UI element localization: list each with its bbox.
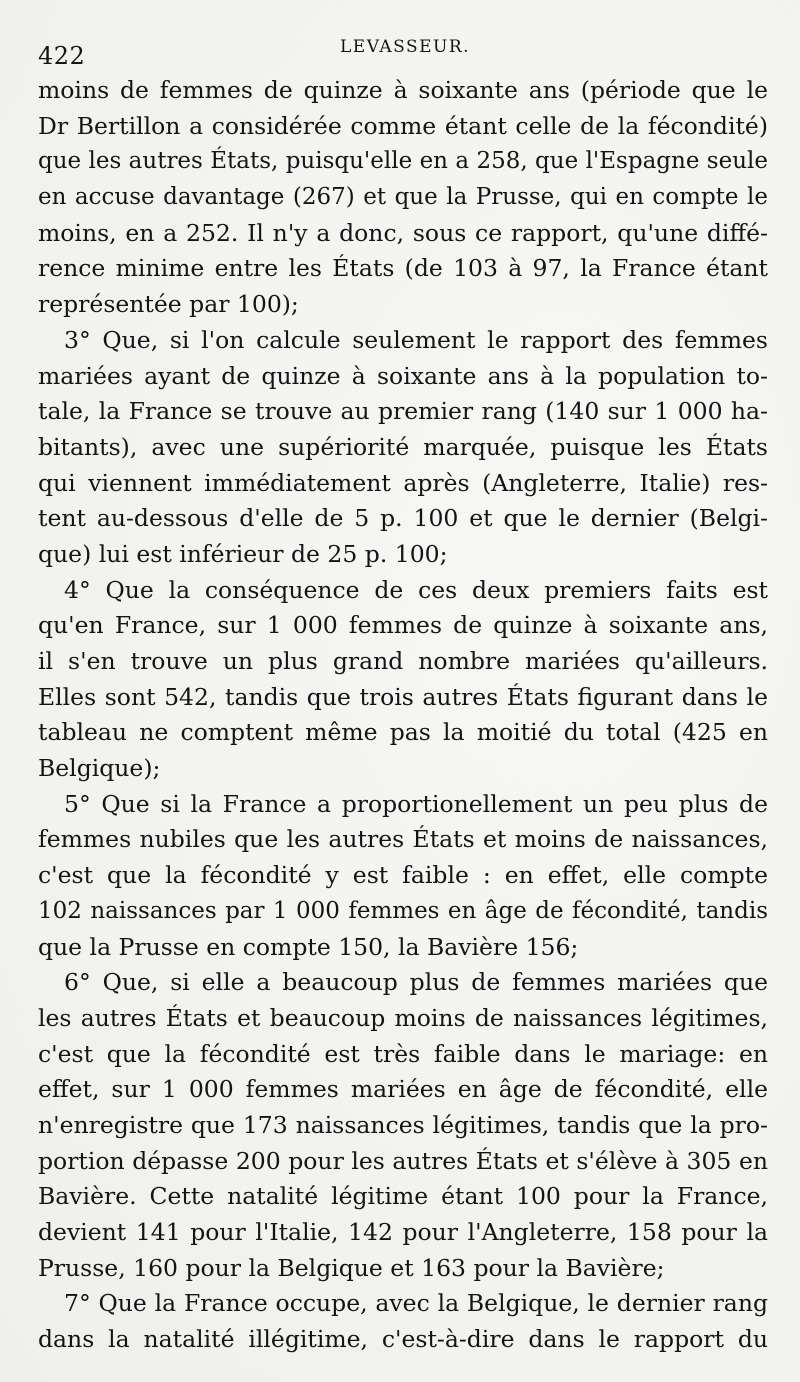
text-line: rence minime entre les États (de 103 à 97, la France étant bbox=[38, 254, 768, 283]
text-line: moins de femmes de quinze à soixante ans (période que le bbox=[38, 76, 768, 104]
text-line: devient 141 pour l'Italie, 142 pour l'Angleterre, 158 pour la bbox=[38, 1218, 768, 1246]
running-head: LEVASSEUR. bbox=[340, 37, 471, 57]
text-line: Prusse, 160 pour la Belgique et 163 pour la Bavière; bbox=[38, 1253, 665, 1282]
text-line: dans la natalité illégitime, c'est-à-dire dans le rapport du bbox=[38, 1325, 768, 1354]
body-text bbox=[38, 73, 768, 1358]
text-line: Belgique); bbox=[38, 754, 161, 783]
text-line: bitants), avec une supériorité marquée, puisque les États bbox=[38, 432, 768, 461]
text-line: 102 naissances par 1 000 femmes en âge de fécondité, tandis bbox=[38, 897, 768, 924]
text-line: que les autres États, puisqu'elle en a 258, que l'Espagne seule bbox=[38, 148, 768, 175]
text-line: en accuse davantage (267) et que la Prusse, qui en compte le bbox=[38, 184, 768, 211]
text-line: que) lui est inférieur de 25 p. 100; bbox=[38, 539, 448, 568]
text-line: mariées ayant de quinze à soixante ans à la population to- bbox=[38, 361, 768, 390]
text-line: qu'en France, sur 1 000 femmes de quinze à soixante ans, bbox=[38, 611, 768, 640]
text-line: effet, sur 1 000 femmes mariées en âge de fécondité, elle bbox=[38, 1075, 768, 1104]
text-line: c'est que la fécondité y est faible : en effet, elle compte bbox=[38, 861, 768, 890]
paragraph-start-7: 7° Que la France occupe, avec la Belgique, le dernier rang bbox=[64, 1289, 768, 1318]
text-line: représentée par 100); bbox=[38, 290, 299, 319]
text-line: les autres États et beaucoup moins de naissances légitimes, bbox=[38, 1003, 768, 1032]
paragraph-start-5: 5° Que si la France a proportionellement un peu plus de bbox=[64, 789, 768, 818]
text-line: n'enregistre que 173 naissances légitimes, tandis que la pro- bbox=[38, 1110, 768, 1139]
text-line: Elles sont 542, tandis que trois autres États figurant dans le bbox=[38, 682, 768, 711]
text-line: tale, la France se trouve au premier rang (140 sur 1 000 ha- bbox=[38, 397, 768, 426]
text-line: que la Prusse en compte 150, la Bavière 156; bbox=[38, 932, 579, 961]
text-line: Dr Bertillon a considérée comme étant celle de la fécondité) bbox=[38, 111, 768, 140]
paragraph-start-4: 4° Que la conséquence de ces deux premiers faits est bbox=[64, 575, 768, 604]
text-line: portion dépasse 200 pour les autres États et s'élève à 305 en bbox=[38, 1146, 768, 1175]
paragraph-start-3: 3° Que, si l'on calcule seulement le rapport des femmes bbox=[64, 325, 768, 354]
text-line: femmes nubiles que les autres États et moins de naissances, bbox=[38, 825, 768, 854]
text-line: Bavière. Cette natalité légitime étant 100 pour la France, bbox=[38, 1182, 768, 1211]
text-line: qui viennent immédiatement après (Angleterre, Italie) res- bbox=[38, 468, 768, 497]
text-line: il s'en trouve un plus grand nombre mariées qu'ailleurs. bbox=[38, 647, 768, 675]
text-line: tent au-dessous d'elle de 5 p. 100 et que le dernier (Belgi- bbox=[38, 504, 768, 533]
text-line: c'est que la fécondité est très faible dans le mariage: en bbox=[38, 1039, 768, 1068]
page-number: 422 bbox=[38, 42, 86, 70]
text-line: moins, en a 252. Il n'y a donc, sous ce rapport, qu'une diffé- bbox=[38, 218, 768, 247]
page-header bbox=[38, 34, 768, 70]
paragraph-start-6: 6° Que, si elle a beaucoup plus de femmes mariées que bbox=[64, 968, 768, 997]
text-line: tableau ne comptent même pas la moitié du total (425 en bbox=[38, 718, 768, 747]
